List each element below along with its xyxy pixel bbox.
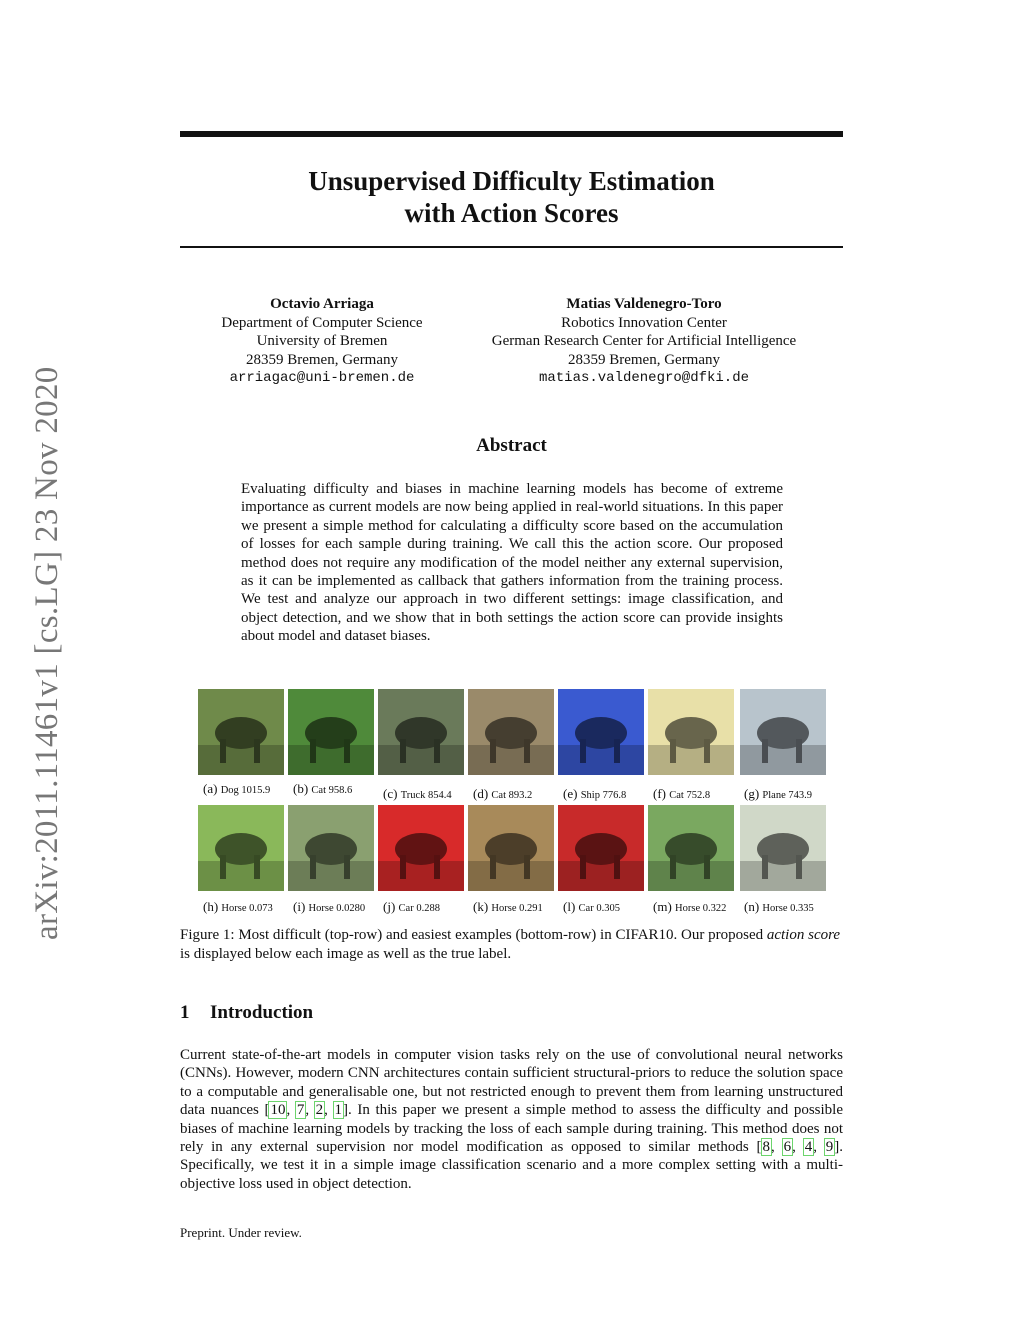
citation-group: 8, 6, 4, 9 xyxy=(762,1139,834,1156)
section-number: 1 xyxy=(180,1002,190,1023)
intro-paragraph xyxy=(180,1046,843,1193)
author-address: 28359 Bremen, Germany xyxy=(245,351,399,368)
citation-link[interactable]: 1 xyxy=(334,1102,343,1119)
subfigure-tag: (h) xyxy=(203,899,219,914)
figure-caption xyxy=(180,926,843,963)
title-rule-top xyxy=(180,131,843,137)
paper-title xyxy=(180,165,843,229)
label-score: Car 0.305 xyxy=(578,903,620,914)
sample-image xyxy=(648,805,734,891)
label-score: Cat 958.6 xyxy=(311,785,353,796)
abstract-text: Evaluating difficulty and biases in machine learning models has become of extreme importance as current models are now being applied in real-world situations. In this paper we present a simple method for calculating a difficulty score based on the accumulation of losses for each sample during training. We call this the action score. Our proposed method does not require any modification of the model neither any external supervision, as it can be implemented as callback that gathers information from the training process. We test and analyze our approach in two different settings: image classification, and object detection, and we show that in both settings the action score can provide insights about model and dataset biases. xyxy=(241,481,783,645)
sample-image-graphic xyxy=(558,689,644,775)
citation-link[interactable]: 9 xyxy=(825,1139,834,1156)
sample-image xyxy=(558,689,644,775)
sample-image xyxy=(378,689,464,775)
caption-text: is displayed below each image as well as the true label. xyxy=(180,945,512,962)
title-line-1: Unsupervised Difficulty Estimation xyxy=(308,166,715,196)
author-block-1 xyxy=(180,295,464,388)
label-score: Car 0.288 xyxy=(398,903,440,914)
author-affiliation: University of Bremen xyxy=(256,333,388,349)
author-name: Matias Valdenegro-Toro xyxy=(566,296,722,312)
intro-text: Current state-of-the-art models in computer vision tasks rely on the use of convolutional neural networks (CNNs). However, modern CNN architectures contain sufficient structural-priors to reduce the solution space to a computable and generalisable one, but not restricted enough to prevent them from learning unstructured data nuances [ xyxy=(180,1047,843,1119)
label-score: Ship 776.8 xyxy=(580,790,627,801)
sample-image xyxy=(198,805,284,891)
sample-image-graphic xyxy=(378,689,464,775)
subfigure-tag: (d) xyxy=(473,786,489,801)
subfigure-tag: (f) xyxy=(653,786,666,801)
sample-image-graphic xyxy=(648,689,734,775)
sample-image xyxy=(288,689,374,775)
label-score: Plane 743.9 xyxy=(762,790,812,801)
subfigure-tag: (m) xyxy=(653,899,672,914)
label-score: Horse 0.073 xyxy=(221,903,273,914)
intro-text: ]. Specifically, we test it in a simple image classification scenario and a more complex setting with a multi-objective loss used in object detection. xyxy=(180,1139,844,1192)
image-caption xyxy=(203,899,273,915)
sample-image xyxy=(198,689,284,775)
subfigure-tag: (b) xyxy=(293,781,309,796)
author-address: 28359 Bremen, Germany xyxy=(567,351,721,368)
subfigure-tag: (n) xyxy=(744,899,760,914)
author-affiliation: Department of Computer Science xyxy=(221,314,423,331)
author-email[interactable]: matias.valdenegro@dfki.de xyxy=(538,370,750,386)
citation-link[interactable]: 7 xyxy=(296,1102,305,1119)
sample-image xyxy=(648,689,734,775)
sample-image-graphic xyxy=(288,689,374,775)
sample-image xyxy=(468,805,554,891)
citation-link[interactable]: 4 xyxy=(804,1139,813,1156)
subfigure-tag: (l) xyxy=(563,899,576,914)
intro-text: ]. In this paper we present a simple method to assess the difficulty and possible biases of machine learning models by tracking the loss of each sample during training. This method does not rely in any external supervision nor model modification as opposed to similar methods [ xyxy=(180,1102,844,1156)
image-caption xyxy=(383,899,440,915)
label-score: Truck 854.4 xyxy=(400,790,452,801)
image-caption xyxy=(744,899,814,915)
image-caption xyxy=(473,899,543,915)
arxiv-stamp: arXiv:2011.11461v1 [cs.LG] 23 Nov 2020 xyxy=(29,366,65,940)
image-caption xyxy=(293,781,352,797)
sample-image xyxy=(558,805,644,891)
abstract-heading: Abstract xyxy=(476,435,547,456)
section-title: Introduction xyxy=(210,1002,314,1023)
title-line-2: with Action Scores xyxy=(404,198,619,228)
citation-group: 10, 7, 2, 1 xyxy=(270,1102,343,1119)
sample-image-graphic xyxy=(468,689,554,775)
sample-image-graphic xyxy=(198,689,284,775)
image-caption xyxy=(744,786,812,802)
image-caption xyxy=(203,781,270,797)
label-score: Horse 0.322 xyxy=(675,903,727,914)
sample-image-graphic xyxy=(648,805,734,891)
sample-image-graphic xyxy=(378,805,464,891)
image-caption xyxy=(473,786,532,802)
section-heading xyxy=(180,1002,313,1024)
author-name: Octavio Arriaga xyxy=(270,296,374,312)
image-caption xyxy=(653,899,726,915)
sample-image-graphic xyxy=(740,805,826,891)
label-score: Horse 0.291 xyxy=(491,903,543,914)
caption-emphasis: action score xyxy=(766,927,841,943)
author-email[interactable]: arriagac@uni-bremen.de xyxy=(229,370,415,386)
image-caption xyxy=(653,786,710,802)
label-score: Cat 752.8 xyxy=(669,790,711,801)
subfigure-tag: (a) xyxy=(203,781,218,796)
subfigure-tag: (e) xyxy=(563,786,578,801)
image-caption xyxy=(383,786,452,802)
image-caption xyxy=(563,786,626,802)
image-caption xyxy=(563,899,620,915)
citation-link[interactable]: 2 xyxy=(315,1102,324,1119)
title-rule-bottom xyxy=(180,246,843,248)
sample-image xyxy=(740,689,826,775)
sample-image-graphic xyxy=(468,805,554,891)
sample-image xyxy=(288,805,374,891)
image-caption xyxy=(293,899,365,915)
sample-image-graphic xyxy=(198,805,284,891)
sample-image-graphic xyxy=(558,805,644,891)
label-score: Cat 893.2 xyxy=(491,790,533,801)
sample-image xyxy=(740,805,826,891)
footer-note: Preprint. Under review. xyxy=(180,1225,302,1240)
sample-image-graphic xyxy=(740,689,826,775)
sample-image xyxy=(378,805,464,891)
sample-image xyxy=(468,689,554,775)
label-score: Horse 0.0280 xyxy=(308,903,366,914)
citation-link[interactable]: 8 xyxy=(762,1139,771,1156)
author-affiliation: German Research Center for Artificial Intelligence xyxy=(491,333,797,349)
citation-link[interactable]: 6 xyxy=(783,1139,792,1156)
subfigure-tag: (j) xyxy=(383,899,396,914)
label-score: Horse 0.335 xyxy=(762,903,814,914)
subfigure-tag: (k) xyxy=(473,899,489,914)
author-affiliation: Robotics Innovation Center xyxy=(561,314,727,331)
subfigure-tag: (g) xyxy=(744,786,760,801)
citation-link[interactable]: 10 xyxy=(270,1102,286,1119)
subfigure-tag: (i) xyxy=(293,899,306,914)
label-score: Dog 1015.9 xyxy=(220,785,271,796)
author-block-2 xyxy=(464,295,824,388)
caption-text: Figure 1: Most difficult (top-row) and easiest examples (bottom-row) in CIFAR10. Our proposed xyxy=(180,927,767,943)
sample-image-graphic xyxy=(288,805,374,891)
subfigure-tag: (c) xyxy=(383,786,398,801)
